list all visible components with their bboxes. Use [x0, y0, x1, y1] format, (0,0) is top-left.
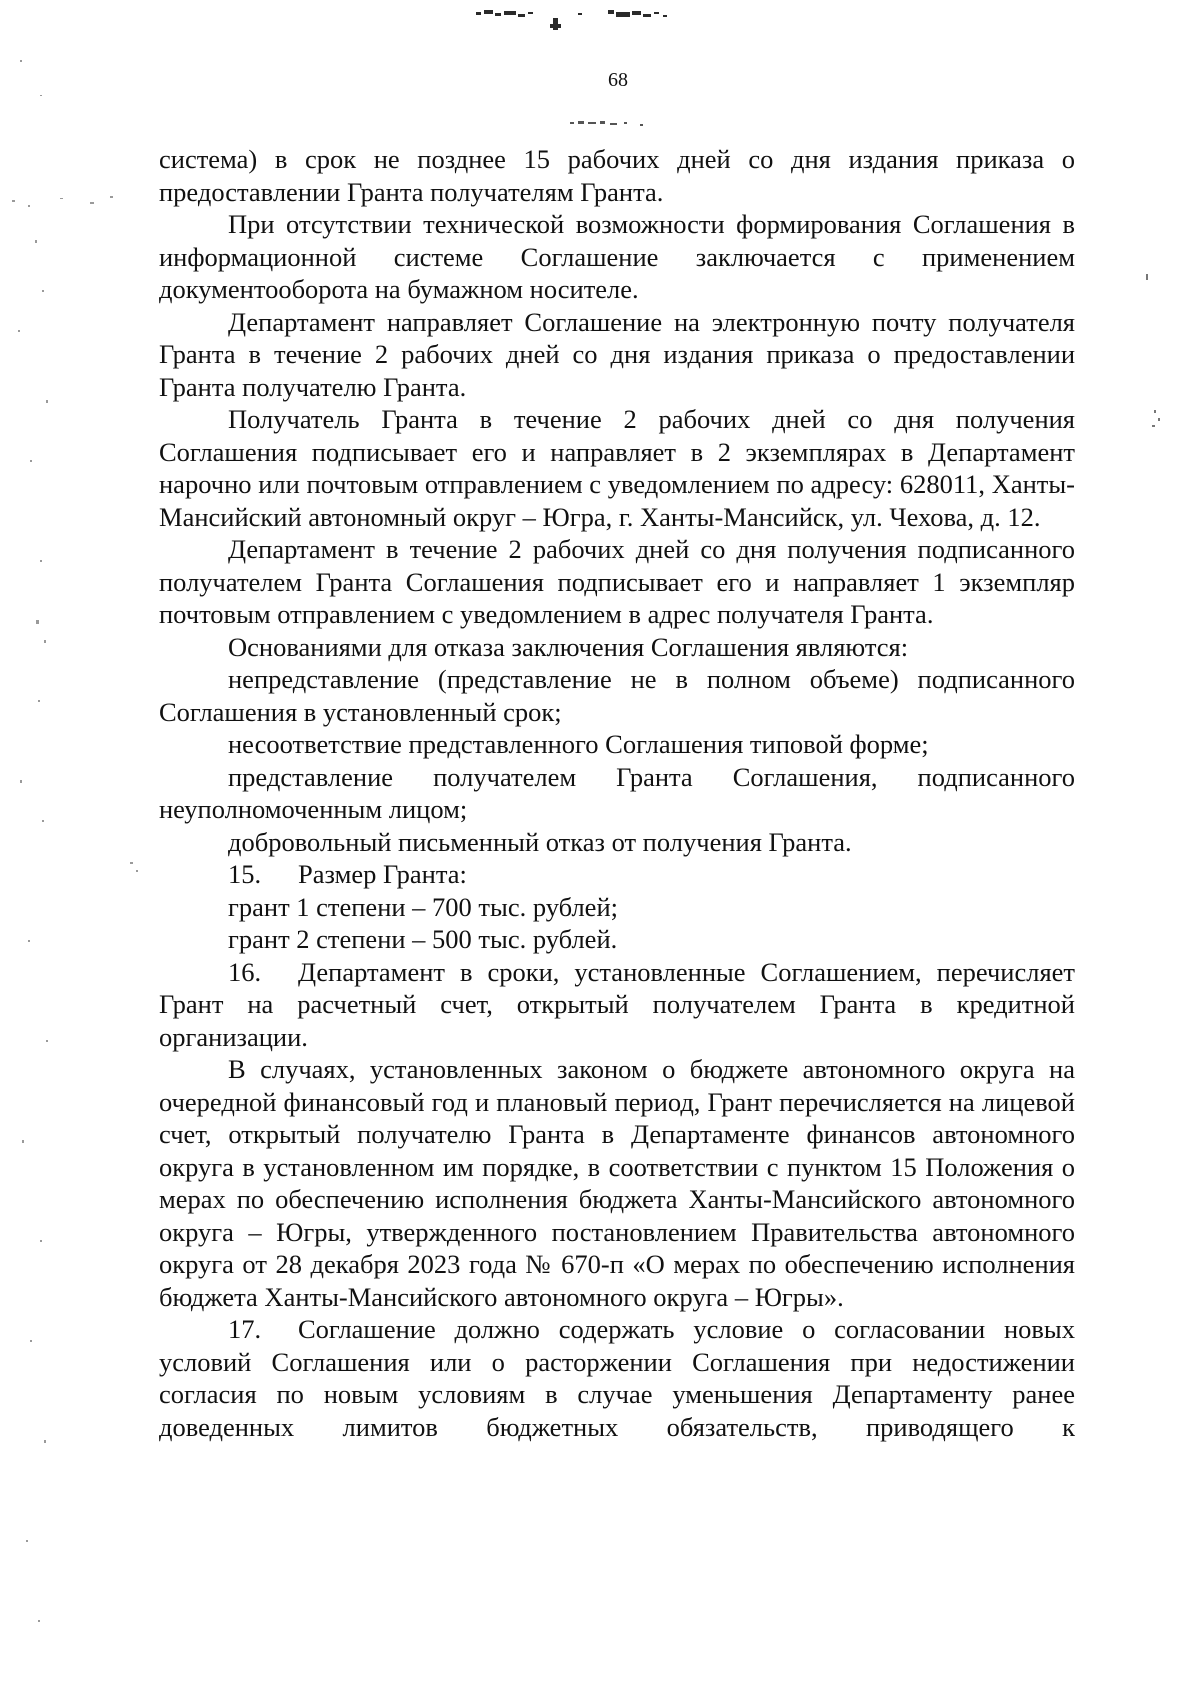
clause-15-grant-1: грант 1 степени – 700 тыс. рублей; — [228, 891, 618, 922]
page-number: 68 — [608, 69, 628, 91]
scan-artifact-left-margin — [0, 0, 150, 1695]
paragraph-refusal-ground-3: представление получателем Гранта Соглашения, подписанного неуполномоченным лицом; — [159, 761, 1075, 824]
clause-15-number: 15. — [228, 859, 262, 889]
document-body — [159, 143, 1075, 1443]
scan-artifact-middle — [560, 115, 670, 131]
scan-artifact-right-margin — [1140, 260, 1170, 440]
paragraph-no-technical-capability: При отсутствии технической возможности формирования Соглашения в информационной системе Соглашение заключается с применением документооборота на бумажном носителе. — [159, 209, 1075, 304]
paragraph-department-signs: Департамент в течение 2 рабочих дней со дня получения подписанного получателем Гранта Соглашения подписывает его и направляет 1 экземпляр почтовым отправлением с уведомлением в адрес получателя Гранта. — [159, 534, 1075, 629]
clause-16-number: 16. — [228, 956, 262, 987]
scan-artifact-top — [468, 4, 738, 34]
clause-15-text: Размер Гранта: — [298, 859, 467, 889]
clause-15 — [159, 858, 1075, 891]
clause-17 — [159, 1313, 1075, 1443]
clause-17-number: 17. — [228, 1314, 262, 1344]
paragraph-refusal-ground-2: несоответствие представленного Соглашения типовой форме; — [228, 729, 929, 759]
paragraph-refusal-grounds-heading: Основаниями для отказа заключения Соглашения являются: — [228, 631, 909, 662]
paragraph-refusal-ground-1: непредставление (представление не в полном объеме) подписанного Соглашения в установленный срок; — [159, 664, 1075, 727]
clause-16 — [159, 956, 1075, 1054]
paragraph-continuation: система) в срок не позднее 15 рабочих дней со дня издания приказа о предоставлении Гранта получателям Гранта. — [159, 144, 1075, 207]
clause-17-text: Соглашение должно содержать условие о согласовании новых условий Соглашения или о расторжении Соглашения при недостижении согласия по новым условиям в случае уменьшения Департаменту ранее доведенных лимитов бюджетных обязательств, приводящего к — [159, 1314, 1075, 1442]
clause-16-continuation: В случаях, установленных законом о бюджете автономного округа на очередной финансовый год и плановый период, Грант перечисляется на лицевой счет, открытый получателю Гранта в Департаменте финансов автономного округа в установленном им порядке, в соответствии с пунктом 15 Положения о мерах по обеспечению исполнения бюджета Ханты-Мансийского автономного округа – Югры, утвержденного постановлением Правительства автономного округа от 28 декабря 2023 года № 670-п «О мерах по обеспечению исполнения бюджета Ханты-Мансийского автономного округа – Югры». — [159, 1054, 1075, 1312]
clause-15-grant-2: грант 2 степени – 500 тыс. рублей. — [228, 924, 618, 954]
paragraph-recipient-signs: Получатель Гранта в течение 2 рабочих дней со дня получения Соглашения подписывает его и направляет в 2 экземплярах в Департамент нарочно или почтовым отправлением с уведомлением по адресу: 628011, Ханты-Мансийский автономный округ – Югра, г. Ханты-Мансийск, ул. Чехова, д. 12. — [159, 404, 1075, 532]
clause-16-text: Департамент в сроки, установленные Соглашением, перечисляет Грант на расчетный счет, открытый получателем Гранта в кредитной организации. — [159, 956, 1075, 1052]
paragraph-send-agreement-email: Департамент направляет Соглашение на электронную почту получателя Гранта в течение 2 рабочих дней со дня издания приказа о предоставлении Гранта получателю Гранта. — [159, 306, 1075, 402]
paragraph-refusal-ground-4: добровольный письменный отказ от получения Гранта. — [228, 826, 852, 857]
